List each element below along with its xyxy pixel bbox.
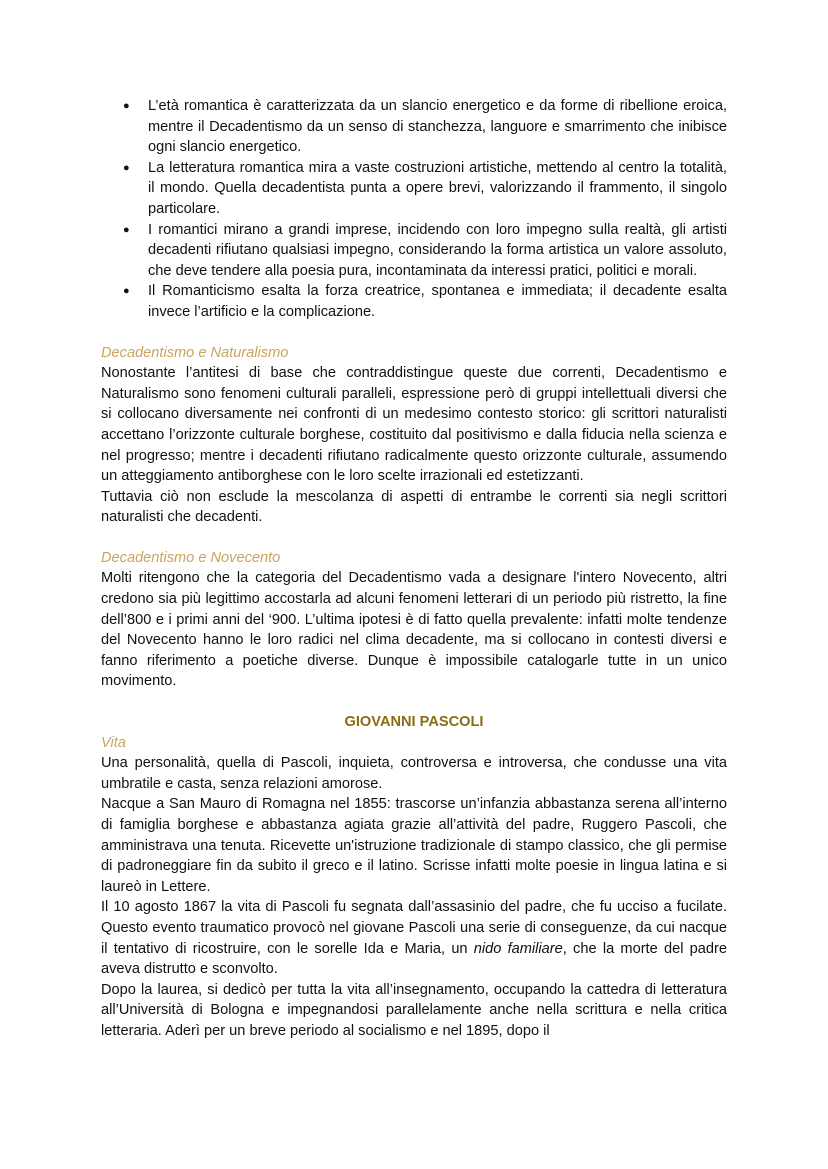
comparison-bullet-list: [101, 96, 727, 323]
bullet-item: [101, 220, 727, 282]
bullet-text: L’età romantica è caratterizzata da un slancio energetico e da forme di ribellione eroica, mentre il Decadentismo da un senso di stanchezza, languore e smarrimento che inibisce ogni slancio energetico.: [148, 98, 727, 156]
chapter-title: GIOVANNI PASCOLI: [344, 714, 484, 731]
bullet-dot-icon: ●: [123, 285, 130, 298]
paragraph: Tuttavia ciò non esclude la mescolanza di aspetti di entrambe le correnti sia negli scrittori naturalisti che decadenti.: [101, 488, 727, 526]
bullet-text: La letteratura romantica mira a vaste costruzioni artistiche, mettendo al centro la totalità, il mondo. Quella decadentista punta a opere brevi, valorizzando il frammento, il singolo particolare.: [148, 159, 727, 217]
section-heading-naturalismo: Decadentismo e Naturalismo: [101, 344, 289, 361]
section-heading-novecento: Decadentismo e Novecento: [101, 549, 281, 566]
bullet-dot-icon: ●: [123, 223, 130, 236]
bullet-text: I romantici mirano a grandi imprese, incidendo con loro impegno sulla realtà, gli artisti decadenti rifiutano qualsiasi impegno, considerando la forma artistica un valore assoluto, che deve tendere alla poesia pura, incontaminata da interessi pratici, politici e morali.: [148, 221, 727, 279]
text-run: , che la morte del padre aveva distrutto e sconvolto.: [101, 940, 727, 978]
emphasis-text: nido familiare: [473, 940, 563, 957]
document-page: [101, 96, 727, 1042]
paragraph: [101, 897, 727, 979]
bullet-text: Il Romanticismo esalta la forza creatrice, spontanea e immediata; il decadente esalta invece l’artificio e la complicazione.: [148, 283, 727, 320]
bullet-dot-icon: ●: [123, 161, 130, 174]
paragraph: Molti ritengono che la categoria del Decadentismo vada a designare l'intero Novecento, altri credono sia più legittimo accostarla ad alcuni fenomeni letterari di un periodo più ristretto, la fine dell’800 e i primi anni del ‘900. L’ultima ipotesi è di fatto quella prevalente: infatti molte tendenze del Novecento hanno le loro radici nel clima decadente, ma si collocano in contesti diversi e fanno riferimento a poetiche diverse. Dunque è impossibile catalogarle tutte in un unico movimento.: [101, 570, 727, 690]
section-heading-vita: Vita: [101, 734, 126, 751]
paragraph: Una personalità, quella di Pascoli, inquieta, controversa e introversa, che condusse una vita umbratile e casta, senza relazioni amorose.: [101, 755, 727, 792]
bullet-item: [101, 158, 727, 220]
paragraph: Nonostante l’antitesi di base che contraddistingue queste due correnti, Decadentismo e Naturalismo sono fenomeni culturali paralleli, espressione però di gruppi intellettuali diversi che si collocano diversamente nei confronti di un medesimo contesto storico: gli scrittori naturalisti accettano l’orizzonte culturale borghese, costituito dal positivismo e dalla fiducia nella scienza e nel progresso; mentre i decadenti rifiutano radicalmente questo orizzonte culturale, assumendo un atteggiamento antiborghese con le loro scelte irrazionali ed estetizzanti.: [101, 365, 727, 485]
bullet-item: [101, 96, 727, 158]
bullet-item: [101, 281, 727, 322]
paragraph: Nacque a San Mauro di Romagna nel 1855: trascorse un’infanzia abbastanza serena all’interno di famiglia borghese e abbastanza agiata grazie all’attività del padre, Ruggero Pascoli, che amministrava una tenuta. Ricevette un'istruzione tradizionale di stampo classico, che gli permise di padroneggiare fin da subito il greco e il latino. Scrisse infatti molte poesie in lingua latina e si laureò in Lettere.: [101, 796, 727, 895]
text-run: Il 10 agosto 1867 la vita di Pascoli fu segnata dall’assasinio del padre, che fu ucciso a fucilate. Questo evento traumatico provocò nel giovane Pascoli una serie di conseguenze, da cui nacque il tentativo di ricostruire, con le sorelle Ida e Maria, un: [101, 899, 727, 957]
paragraph: Dopo la laurea, si dedicò per tutta la vita all’insegnamento, occupando la cattedra di letteratura all’Università di Bologna e impegnandosi parallelamente anche nella scrittura e nella critica letteraria. Aderì per un breve periodo al socialismo e nel 1895, dopo il: [101, 981, 727, 1039]
bullet-dot-icon: ●: [123, 100, 130, 112]
